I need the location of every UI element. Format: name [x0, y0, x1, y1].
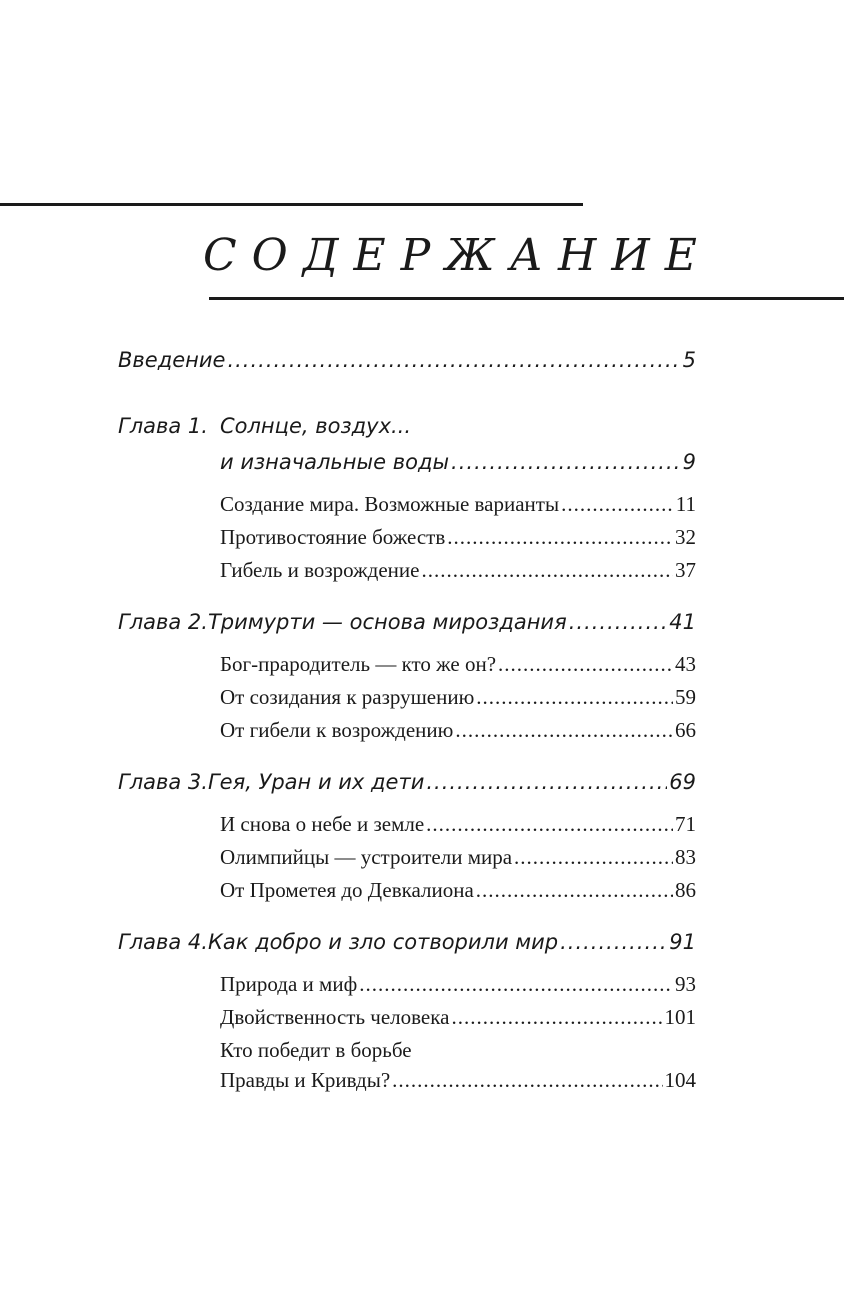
section-title: От Прометея до Девкалиона — [220, 878, 474, 902]
toc-page-number: 37 — [675, 558, 696, 582]
toc-entry-label: Введение — [118, 348, 226, 372]
toc-section[interactable] — [220, 492, 696, 517]
toc-section[interactable] — [220, 525, 696, 550]
dot-leader — [514, 845, 673, 870]
dot-leader — [455, 718, 673, 743]
dot-leader — [561, 492, 674, 517]
toc-section[interactable] — [220, 718, 696, 743]
dot-leader — [560, 930, 667, 954]
toc-page-number: 9 — [682, 450, 696, 474]
toc-page-number: 83 — [675, 845, 696, 869]
dot-leader — [498, 652, 673, 677]
dot-leader — [227, 348, 680, 372]
chapter-title: Солнце, воздух... — [220, 414, 412, 438]
toc-section-heading[interactable] — [220, 1038, 696, 1063]
chapter-title-continued: и изначальные воды — [220, 450, 450, 474]
dot-leader — [569, 610, 668, 634]
toc-chapter-3[interactable] — [118, 770, 696, 794]
toc-page-number: 69 — [669, 770, 696, 794]
toc-page-number: 11 — [675, 492, 696, 516]
toc-page-number: 59 — [675, 685, 696, 709]
section-title: Противостояние божеств — [220, 525, 446, 549]
toc-page-number: 43 — [675, 652, 696, 676]
page-title: СОДЕРЖАНИЕ — [203, 230, 712, 281]
chapter-title: Тримурти — основа мироздания — [207, 610, 567, 634]
toc-chapter-2[interactable] — [118, 610, 696, 634]
section-title: Природа и миф — [220, 972, 358, 996]
toc-section[interactable] — [220, 652, 696, 677]
toc-page-number: 32 — [675, 525, 696, 549]
toc-section[interactable] — [220, 812, 696, 837]
dot-leader — [476, 878, 673, 903]
dot-leader — [451, 450, 681, 474]
dot-leader — [392, 1068, 662, 1093]
chapter-title: Как добро и зло сотворили мир — [207, 930, 559, 954]
toc-page-number: 66 — [675, 718, 696, 742]
toc-chapter-1[interactable] — [220, 450, 696, 474]
toc-page-number: 93 — [675, 972, 696, 996]
toc-section[interactable] — [220, 558, 696, 583]
section-title: Бог-прародитель — кто же он? — [220, 652, 497, 676]
section-title: Кто победит в борьбе — [220, 1038, 412, 1062]
chapter-prefix: Глава 4. — [118, 930, 208, 954]
chapter-prefix: Глава 2. — [118, 610, 208, 634]
toc-page-number: 101 — [664, 1005, 696, 1029]
section-title: Олимпийцы — устроители мира — [220, 845, 513, 869]
section-title: И снова о небе и земле — [220, 812, 425, 836]
toc-page-number: 41 — [669, 610, 696, 634]
chapter-prefix: Глава 1. — [118, 414, 208, 438]
chapter-prefix: Глава 3. — [118, 770, 208, 794]
section-title: Гибель и возрождение — [220, 558, 420, 582]
toc-page-number: 86 — [675, 878, 696, 902]
dot-leader — [426, 812, 673, 837]
section-title: От гибели к возрождению — [220, 718, 454, 742]
toc-page-number: 71 — [675, 812, 696, 836]
dot-leader — [476, 685, 673, 710]
toc-page-number: 91 — [669, 930, 696, 954]
section-title: Двойственность человека — [220, 1005, 450, 1029]
toc-section[interactable] — [220, 845, 696, 870]
toc-section[interactable] — [220, 685, 696, 710]
dot-leader — [421, 558, 673, 583]
toc-entry-intro[interactable] — [118, 348, 696, 372]
toc-section[interactable] — [220, 1005, 696, 1030]
dot-leader — [426, 770, 667, 794]
dot-leader — [359, 972, 673, 997]
toc-section[interactable] — [220, 1068, 696, 1093]
toc-section[interactable] — [220, 972, 696, 997]
dot-leader — [447, 525, 673, 550]
toc-page-number: 5 — [682, 348, 696, 372]
toc-page-number: 104 — [664, 1068, 696, 1092]
dot-leader — [451, 1005, 662, 1030]
section-title: От созидания к разрушению — [220, 685, 475, 709]
chapter-title: Гея, Уран и их дети — [207, 770, 425, 794]
toc-section[interactable] — [220, 878, 696, 903]
toc-chapter-4[interactable] — [118, 930, 696, 954]
section-title-continued: Правды и Кривды? — [220, 1068, 391, 1092]
section-title: Создание мира. Возможные варианты — [220, 492, 560, 516]
toc-chapter-1-heading[interactable] — [118, 414, 696, 438]
